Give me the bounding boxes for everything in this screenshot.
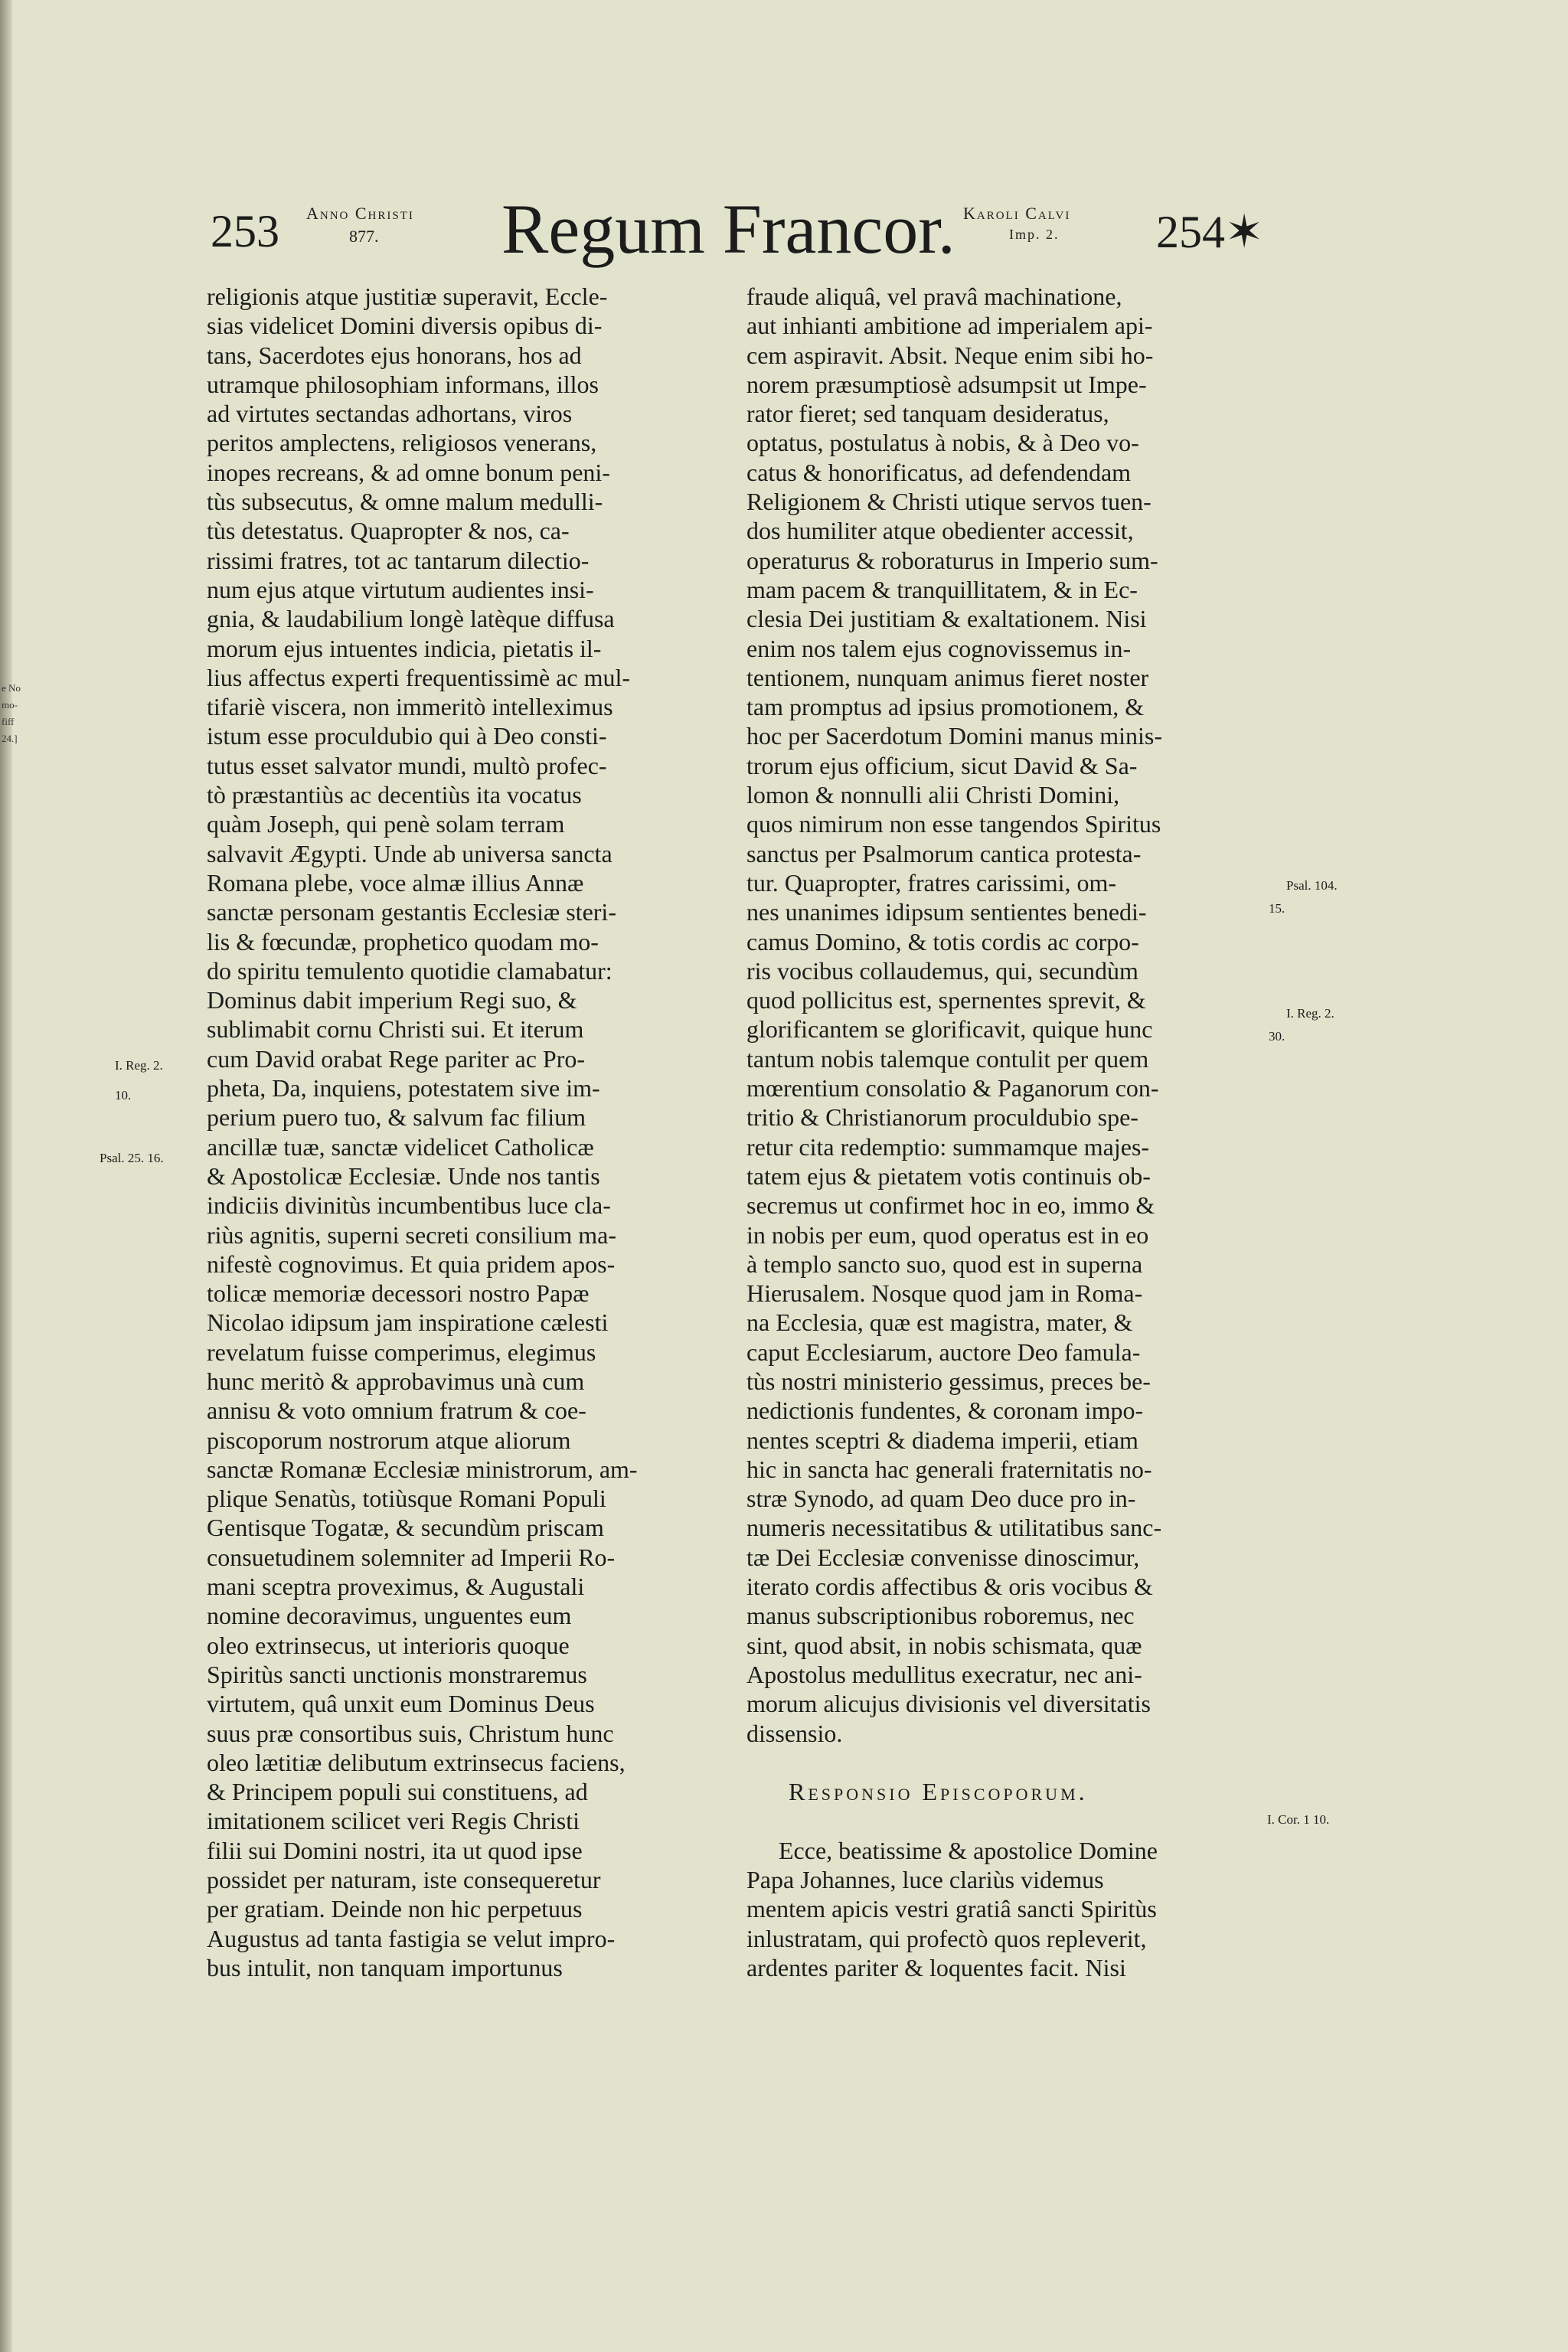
text-line: na Ecclesia, quæ est magistra, mater, & xyxy=(746,1308,1133,1337)
text-line: Apostolus medullitus execratur, nec ani- xyxy=(746,1660,1142,1688)
text-line: caput Ecclesiarum, auctore Deo famula- xyxy=(746,1338,1141,1366)
margin-note-right-reg: I. Reg. 2. xyxy=(1286,1006,1334,1021)
text-line: catus & honorificatus, ad defendendam xyxy=(746,458,1132,486)
text-line: tentionem, nunquam animus fieret noster xyxy=(746,663,1149,691)
text-line: nedictionis fundentes, & coronam impo- xyxy=(746,1396,1144,1425)
text-line: sanctæ personam gestantis Ecclesiæ steri- xyxy=(207,898,616,926)
text-line: sublimabit cornu Christi sui. Et iterum xyxy=(207,1015,584,1044)
text-line: lomon & nonnulli alii Christi Domini, xyxy=(746,781,1120,809)
text-line: tans, Sacerdotes ejus honorans, hos ad xyxy=(207,341,582,369)
text-line: Augustus ad tanta fastigia se velut impro- xyxy=(207,1924,616,1952)
text-line: tutus esset salvator mundi, multò profec- xyxy=(207,751,607,779)
text-line: annisu & voto omnium fratrum & coe- xyxy=(207,1396,586,1425)
text-line: possidet per naturam, iste consequeretur xyxy=(207,1866,601,1894)
text-line: tatem ejus & pietatem votis continuis ob- xyxy=(746,1161,1151,1190)
binding-edge xyxy=(0,0,12,2352)
text-line: in nobis per eum, quod operatus est in eo xyxy=(746,1220,1149,1249)
text-line: istum esse proculdubio qui à Deo consti- xyxy=(207,722,607,750)
text-line: Ecce, beatissime & apostolice Domine xyxy=(779,1836,1158,1864)
text-line: nes unanimes idipsum sentientes benedi- xyxy=(746,898,1147,926)
text-line: ris vocibus collaudemus, qui, secundùm xyxy=(746,956,1138,985)
text-line: mentem apicis vestri gratiâ sancti Spiritùs xyxy=(746,1895,1157,1923)
text-line: revelatum fuisse comperimus, elegimus xyxy=(207,1338,596,1366)
text-line: cem aspiravit. Absit. Neque enim sibi ho- xyxy=(746,341,1154,369)
text-line: ardentes pariter & loquentes facit. Nisi xyxy=(746,1953,1126,1981)
text-line: tùs subsecutus, & omne malum medulli- xyxy=(207,488,603,516)
text-line: tùs nostri ministerio gessimus, preces be- xyxy=(746,1367,1151,1395)
margin-note-psal: Psal. 25. 16. xyxy=(100,1151,164,1165)
text-line: tam promptus ad ipsius promotionem, & xyxy=(746,693,1145,721)
text-line: salvavit Ægypti. Unde ab universa sancta xyxy=(207,839,612,867)
text-line: manus subscriptionibus roboremus, nec xyxy=(746,1602,1135,1630)
text-line: oleo extrinsecus, ut interioris quoque xyxy=(207,1631,570,1659)
text-line: Papa Johannes, luce clariùs videmus xyxy=(746,1866,1104,1894)
text-line: ancillæ tuæ, sanctæ videlicet Catholicæ xyxy=(207,1132,594,1161)
text-line: ad virtutes sectandas adhortans, viros xyxy=(207,400,573,428)
text-line: utramque philosophiam informans, illos xyxy=(207,370,599,398)
margin-note-right-psal-num: 15. xyxy=(1269,901,1285,916)
text-line: quos nimirum non esse tangendos Spiritus xyxy=(746,810,1161,838)
text-line: tò præstantiùs ac decentiùs ita vocatus xyxy=(207,781,582,809)
text-line: quod pollicitus est, spernentes sprevit, & xyxy=(746,986,1146,1014)
text-line: glorificantem se glorificavit, quique hunc xyxy=(746,1015,1153,1044)
text-line: enim nos talem ejus cognovissemus in- xyxy=(746,634,1132,662)
text-line: per gratiam. Deinde non hic perpetuus xyxy=(207,1895,583,1923)
margin-note-reg-num: 10. xyxy=(115,1088,132,1102)
text-line: sint, quod absit, in nobis schismata, quæ xyxy=(746,1631,1142,1659)
margin-note-right-cor: I. Cor. 1 10. xyxy=(1267,1812,1330,1827)
text-line: fraude aliquâ, vel pravâ machinatione, xyxy=(746,283,1122,310)
text-line: tritio & Christianorum proculdubio spe- xyxy=(746,1103,1138,1132)
text-line: Gentisque Togatæ, & secundùm priscam xyxy=(207,1514,604,1542)
text-line: hoc per Sacerdotum Domini manus minis- xyxy=(746,722,1163,750)
text-line: nifestè cognovimus. Et quia pridem apos- xyxy=(207,1250,616,1278)
responsio-heading: Responsio Episcoporum. xyxy=(789,1778,1088,1806)
right-column xyxy=(746,282,1259,1982)
text-line: mœrentium consolatio & Paganorum con- xyxy=(746,1074,1159,1102)
text-line: tùs detestatus. Quapropter & nos, ca- xyxy=(207,517,570,545)
text-line: Dominus dabit imperium Regi suo, & xyxy=(207,986,577,1014)
running-header xyxy=(0,190,1568,282)
text-line: riùs agnitis, superni secreti consilium ma- xyxy=(207,1220,616,1249)
text-line: tolicæ memoriæ decessori nostro Papæ xyxy=(207,1279,590,1308)
text-line: & Apostolicæ Ecclesiæ. Unde nos tantis xyxy=(207,1161,600,1190)
text-line: stræ Synodo, ad quam Deo duce pro in- xyxy=(746,1485,1136,1513)
text-line: gnia, & laudabilium longè latèque diffusa xyxy=(207,605,615,633)
text-line: suus præ consortibus suis, Christum hunc xyxy=(207,1719,614,1747)
text-line: filii sui Domini nostri, ita ut quod ipse xyxy=(207,1836,583,1864)
text-line: cum David orabat Rege pariter ac Pro- xyxy=(207,1044,586,1073)
text-line: retur cita redemptio: summamque majes- xyxy=(746,1132,1150,1161)
text-line: rator fieret; sed tanquam desideratus, xyxy=(746,400,1109,428)
text-line: morum alicujus divisionis vel diversitatis xyxy=(746,1690,1151,1718)
edge-fragment: e No mo- fiff 24.] xyxy=(2,682,21,744)
text-line: hic in sancta hac generali fraternitatis no- xyxy=(746,1455,1152,1483)
text-line: pheta, Da, inquiens, potestatem sive im- xyxy=(207,1074,600,1102)
text-line: Nicolao idipsum jam inspiratione cælesti xyxy=(207,1308,609,1337)
text-line: mam pacem & tranquillitatem, & in Ec- xyxy=(746,575,1138,603)
text-line: nomine decoravimus, unguentes eum xyxy=(207,1602,572,1630)
text-line: à templo sancto suo, quod est in superna xyxy=(746,1250,1143,1278)
responsio-body xyxy=(746,1836,1259,1982)
imperial-year: Imp. 2. xyxy=(1009,227,1060,242)
text-line: nentes sceptri & diadema imperii, etiam xyxy=(746,1426,1138,1454)
right-column-body xyxy=(746,282,1259,1748)
text-line: camus Domino, & totis cordis ac corpo- xyxy=(746,927,1139,956)
text-line: imitationem scilicet veri Regis Christi xyxy=(207,1807,580,1835)
text-line: sanctæ Romanæ Ecclesiæ ministrorum, am- xyxy=(207,1455,638,1483)
text-line: num ejus atque virtutum audientes insi- xyxy=(207,575,594,603)
text-line: sias videlicet Domini diversis opibus di- xyxy=(207,312,603,340)
text-line: trorum ejus officium, sicut David & Sa- xyxy=(746,751,1138,779)
text-line: quàm Joseph, qui penè solam terram xyxy=(207,810,565,838)
text-line: indiciis divinitùs incumbentibus luce cla- xyxy=(207,1191,611,1220)
text-line: virtutem, quâ unxit eum Dominus Deus xyxy=(207,1690,595,1718)
text-line: oleo lætitiæ delibutum extrinsecus faciens, xyxy=(207,1748,626,1776)
text-line: numeris necessitatibus & utilitatibus sanc- xyxy=(746,1514,1162,1542)
karoli-calvi: Karoli Calvi xyxy=(963,204,1071,223)
text-line: aut inhianti ambitione ad imperialem api- xyxy=(746,312,1153,340)
text-line: Spiritùs sancti unctionis monstraremus xyxy=(207,1660,587,1688)
text-line: tantum nobis talemque contulit per quem xyxy=(746,1044,1149,1073)
text-line: peritos amplectens, religiosos venerans, xyxy=(207,429,597,457)
text-line: optatus, postulatus à nobis, & à Deo vo- xyxy=(746,429,1139,457)
text-line: operaturus & roboraturus in Imperio sum- xyxy=(746,546,1158,574)
text-line: Hierusalem. Nosque quod jam in Roma- xyxy=(746,1279,1143,1308)
text-line: hunc meritò & approbavimus unà cum xyxy=(207,1367,585,1395)
text-line: & Principem populi sui constituens, ad xyxy=(207,1778,588,1806)
text-line: clesia Dei justitiam & exaltationem. Nisi xyxy=(746,605,1147,633)
text-line: norem præsumptiosè adsumpsit ut Impe- xyxy=(746,370,1147,398)
text-line: dissensio. xyxy=(746,1719,843,1747)
text-line: consuetudinem solemniter ad Imperii Ro- xyxy=(207,1543,616,1571)
text-line: iterato cordis affectibus & oris vocibus & xyxy=(746,1573,1153,1601)
text-line: inopes recreans, & ad omne bonum peni- xyxy=(207,458,610,486)
text-line: sanctus per Psalmorum cantica protesta- xyxy=(746,839,1142,867)
text-line: plique Senatùs, totiùsque Romani Populi xyxy=(207,1485,606,1513)
text-line: tur. Quapropter, fratres carissimi, om- xyxy=(746,868,1117,897)
text-line: religionis atque justitiæ superavit, Eccle- xyxy=(207,283,608,310)
page-number-left: 253 xyxy=(211,206,279,256)
text-line: bus intulit, non tanquam importunus xyxy=(207,1953,563,1981)
text-line: tifariè viscera, non immeritò intelleximus xyxy=(207,693,613,721)
text-line: dos humiliter atque obedienter accessit, xyxy=(746,517,1134,545)
text-line: secremus ut confirmet hoc in eo, immo & xyxy=(746,1191,1155,1220)
text-line: piscoporum nostrorum atque aliorum xyxy=(207,1426,571,1454)
text-line: inlustratam, qui profectò quos repleverit, xyxy=(746,1924,1147,1952)
margin-note-reg: I. Reg. 2. xyxy=(115,1058,163,1073)
text-line: Religionem & Christi utique servos tuen- xyxy=(746,488,1152,516)
page-title: Regum Francor. xyxy=(501,190,956,268)
left-column xyxy=(207,282,727,1982)
page-number-right: 254✶ xyxy=(1156,207,1264,257)
margin-note-right-psal: Psal. 104. xyxy=(1286,878,1338,893)
margin-note-right-reg-num: 30. xyxy=(1269,1029,1285,1044)
text-line: lis & fœcundæ, prophetico quodam mo- xyxy=(207,927,599,956)
text-line: mani sceptra proveximus, & Augustali xyxy=(207,1573,585,1601)
text-line: lius affectus experti frequentissimè ac mul- xyxy=(207,663,630,691)
text-line: do spiritu temulento quotidie clamabatur: xyxy=(207,956,612,985)
anno-christi: Anno Christi xyxy=(306,204,414,223)
anno-year: 877. xyxy=(349,227,379,246)
text-line: tæ Dei Ecclesiæ convenisse dinoscimur, xyxy=(746,1543,1140,1571)
text-line: morum ejus intuentes indicia, pietatis il- xyxy=(207,634,602,662)
text-line: rissimi fratres, tot ac tantarum dilectio- xyxy=(207,546,590,574)
text-line: Romana plebe, voce almæ illius Annæ xyxy=(207,868,584,897)
text-line: perium puero tuo, & salvum fac filium xyxy=(207,1103,586,1132)
